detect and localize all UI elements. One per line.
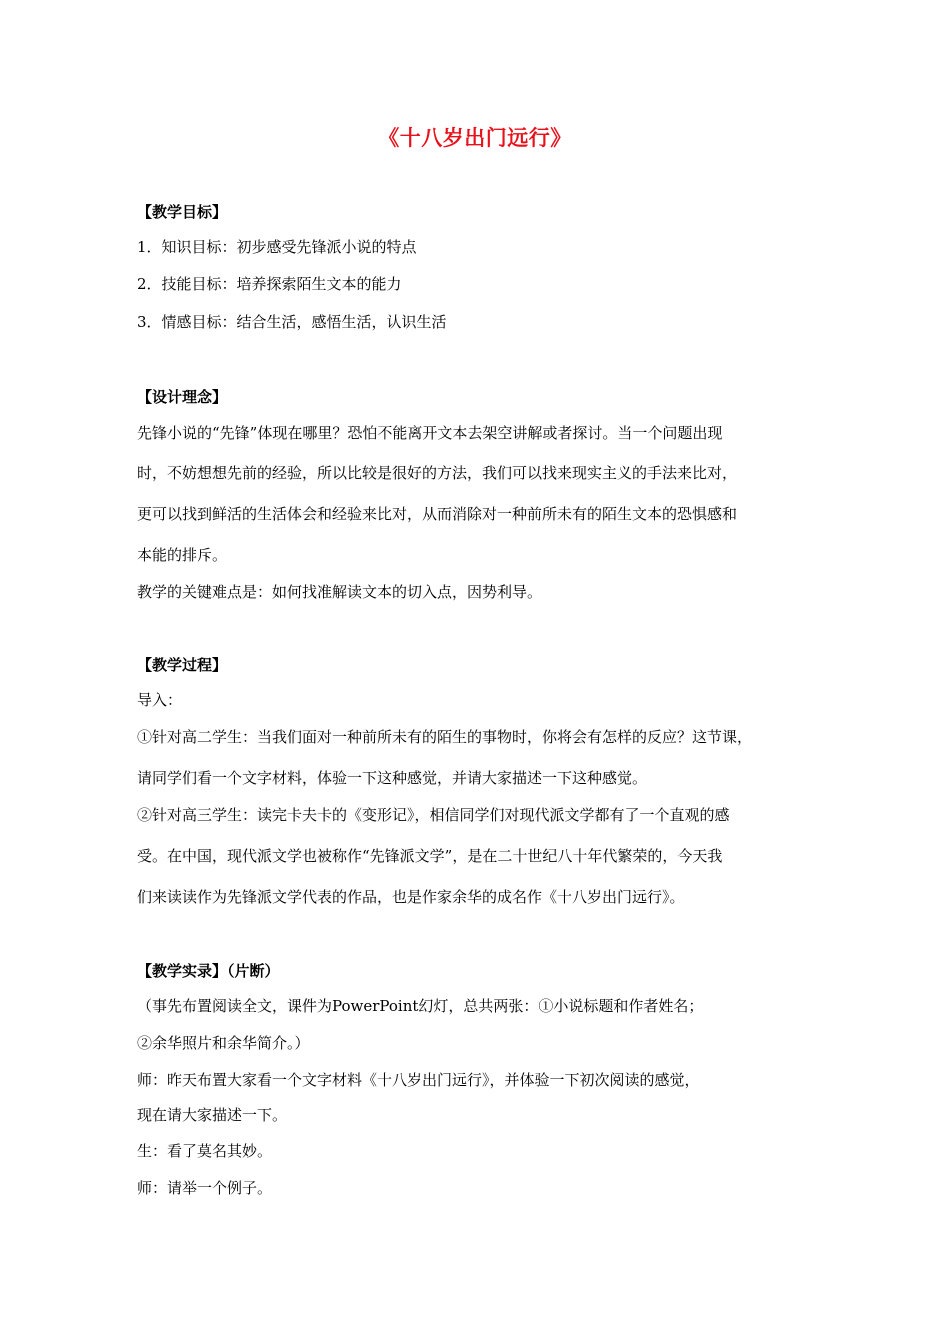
process-line: ①针对高二学生：当我们面对一种前所未有的陌生的事物时，你将会有怎样的反应？这节课， xyxy=(137,728,753,746)
goals-heading: 【教学目标】 xyxy=(137,203,228,221)
goal-item: 2．技能目标：培养探索陌生文本的能力 xyxy=(137,275,402,293)
process-heading: 【教学过程】 xyxy=(137,656,228,674)
concept-paragraph-line: 本能的排斥。 xyxy=(137,546,228,564)
process-line: 们来读读作为先锋派文学代表的作品，也是作家余华的成名作《十八岁出门远行》。 xyxy=(137,888,685,906)
concept-paragraph-line: 先锋小说的“先锋”体现在哪里？恐怕不能离开文本去架空讲解或者探讨。当一个问题出现 xyxy=(137,424,723,442)
record-line: 师：请举一个例子。 xyxy=(137,1179,273,1197)
concept-paragraph-line: 时，不妨想想先前的经验，所以比较是很好的方法，我们可以找来现实主义的手法来比对， xyxy=(137,464,738,482)
record-heading: 【教学实录】（片断） xyxy=(137,962,280,980)
concept-paragraph-line: 教学的关键难点是：如何找准解读文本的切入点，因势利导。 xyxy=(137,583,543,601)
concept-paragraph-line: 更可以找到鲜活的生活体会和经验来比对，从而消除对一种前所未有的陌生文本的恐惧感和 xyxy=(137,505,738,523)
record-line: 师：昨天布置大家看一个文字材料《十八岁出门远行》，并体验一下初次阅读的感觉， xyxy=(137,1071,700,1089)
process-line: 请同学们看一个文字材料，体验一下这种感觉，并请大家描述一下这种感觉。 xyxy=(137,769,648,787)
record-line: 现在请大家描述一下。 xyxy=(137,1106,288,1124)
record-line: （事先布置阅读全文，课件为PowerPoint幻灯，总共两张：①小说标题和作者姓名； xyxy=(137,997,704,1015)
process-line: ②针对高三学生：读完卡夫卡的《变形记》，相信同学们对现代派文学都有了一个直观的感 xyxy=(137,806,730,824)
record-line: ②余华照片和余华简介。） xyxy=(137,1034,310,1052)
process-line: 导入： xyxy=(137,691,183,709)
process-line: 受。在中国，现代派文学也被称作“先锋派文学”，是在二十世纪八十年代繁荣的，今天我 xyxy=(137,847,723,865)
concept-heading: 【设计理念】 xyxy=(137,388,228,406)
document-title: 《十八岁出门远行》 xyxy=(378,126,572,150)
goal-item: 1．知识目标：初步感受先锋派小说的特点 xyxy=(137,238,417,256)
record-line: 生：看了莫名其妙。 xyxy=(137,1142,273,1160)
goal-item: 3．情感目标：结合生活，感悟生活，认识生活 xyxy=(137,313,447,331)
